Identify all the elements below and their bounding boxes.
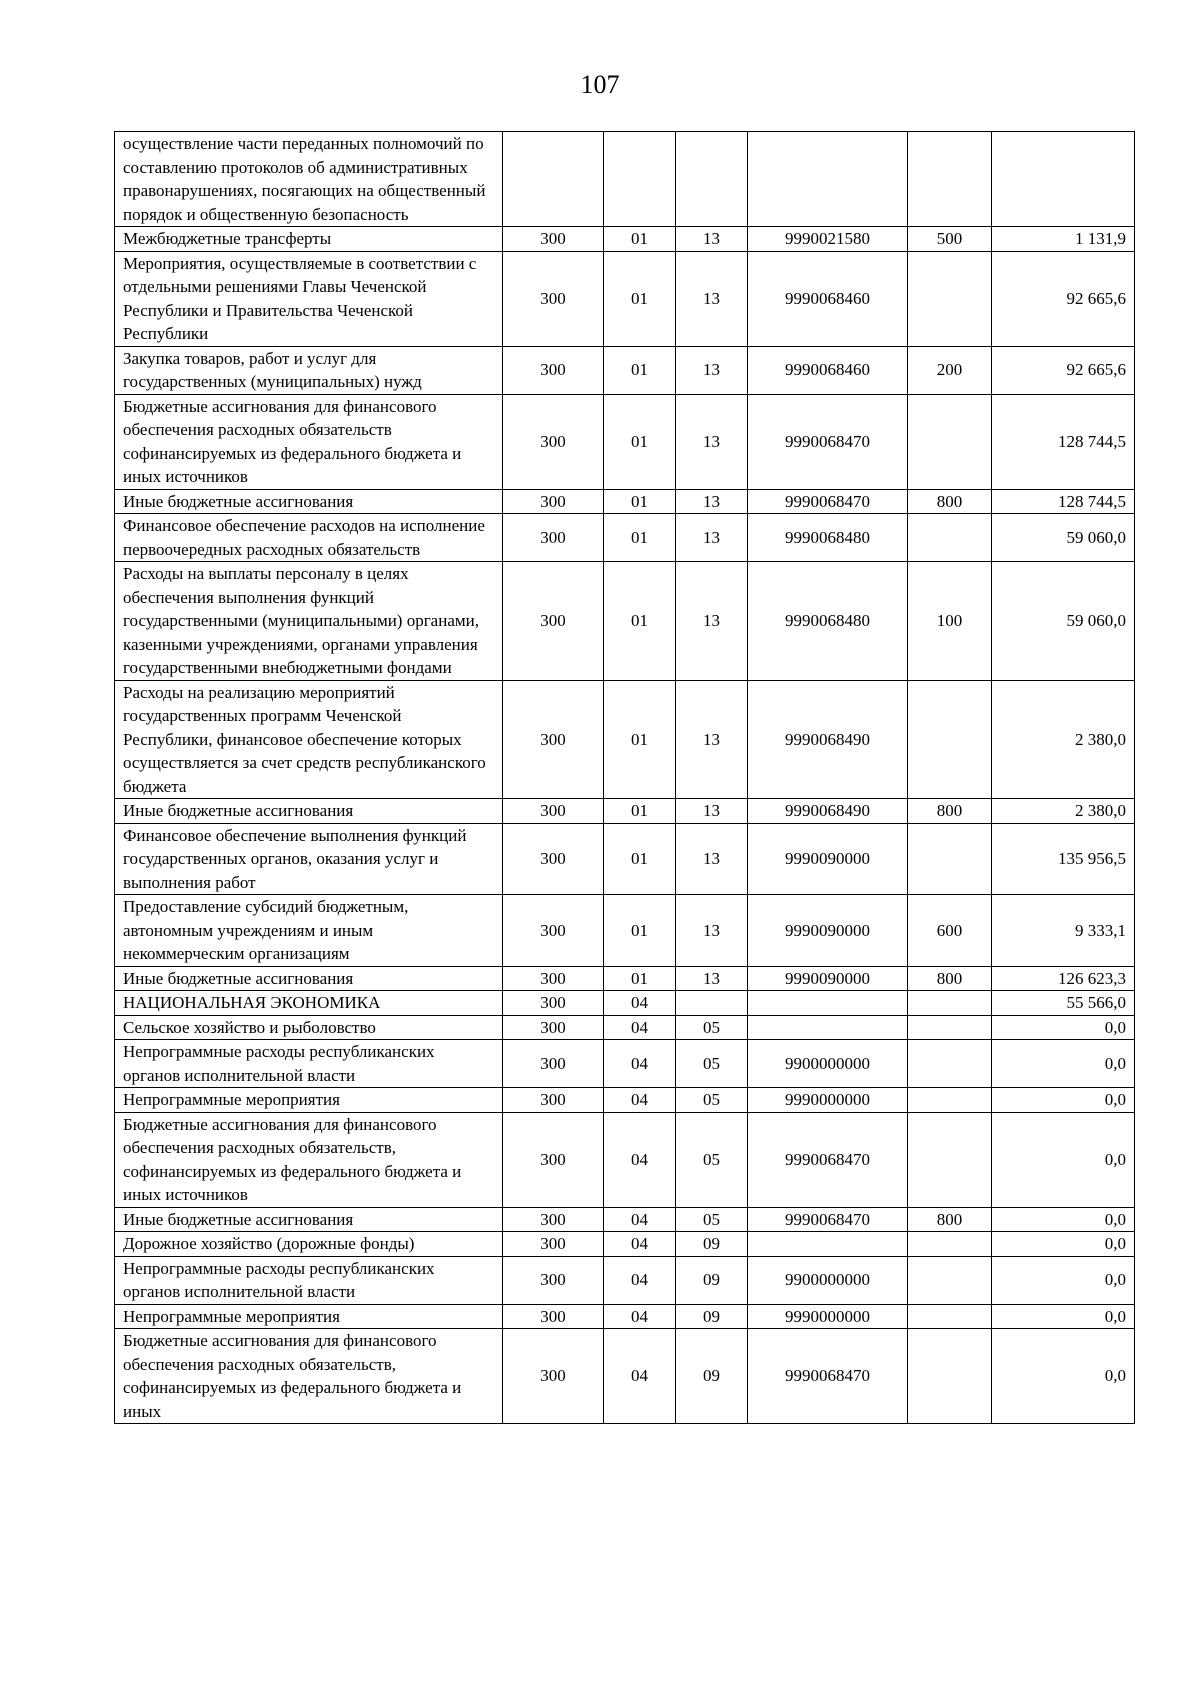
row-name: Дорожное хозяйство (дорожные фонды) <box>115 1232 503 1257</box>
row-expense-type-code: 800 <box>908 489 992 514</box>
row-admin-code: 300 <box>503 1256 604 1304</box>
row-target-article-code: 9990090000 <box>748 895 908 967</box>
row-admin-code: 300 <box>503 1015 604 1040</box>
row-admin-code: 300 <box>503 1088 604 1113</box>
row-name: осуществление части переданных полномочий по составлению протоколов об административных правонарушениях, посягающих на общественный порядок и общественную безопасность <box>115 132 503 227</box>
row-subsection-code <box>676 991 748 1016</box>
row-subsection-code: 13 <box>676 227 748 252</box>
row-section-code: 04 <box>604 1256 676 1304</box>
table-row <box>115 991 1135 1016</box>
row-section-code: 04 <box>604 1304 676 1329</box>
row-admin-code: 300 <box>503 1329 604 1424</box>
table-row <box>115 489 1135 514</box>
row-section-code: 04 <box>604 1112 676 1207</box>
row-expense-type-code: 100 <box>908 562 992 681</box>
row-name: Мероприятия, осуществляемые в соответствии с отдельными решениями Главы Чеченской Республики и Правительства Чеченской Республики <box>115 251 503 346</box>
row-amount: 9 333,1 <box>992 895 1135 967</box>
row-subsection-code: 05 <box>676 1088 748 1113</box>
row-target-article-code: 9990021580 <box>748 227 908 252</box>
row-amount: 0,0 <box>992 1112 1135 1207</box>
row-subsection-code: 13 <box>676 489 748 514</box>
row-name: Непрограммные расходы республиканских органов исполнительной власти <box>115 1040 503 1088</box>
row-amount: 0,0 <box>992 1207 1135 1232</box>
row-target-article-code: 9990000000 <box>748 1304 908 1329</box>
table-row <box>115 132 1135 227</box>
row-section-code: 01 <box>604 895 676 967</box>
row-subsection-code <box>676 132 748 227</box>
table-row <box>115 1329 1135 1424</box>
row-amount: 1 131,9 <box>992 227 1135 252</box>
row-section-code: 01 <box>604 966 676 991</box>
row-section-code: 01 <box>604 346 676 394</box>
row-expense-type-code <box>908 991 992 1016</box>
row-target-article-code <box>748 1232 908 1257</box>
row-subsection-code: 05 <box>676 1040 748 1088</box>
row-target-article-code: 9900000000 <box>748 1256 908 1304</box>
table-row <box>115 1232 1135 1257</box>
row-target-article-code: 9990068470 <box>748 489 908 514</box>
row-name: Бюджетные ассигнования для финансового обеспечения расходных обязательств софинансируемых из федерального бюджета и иных источников <box>115 394 503 489</box>
row-expense-type-code <box>908 1040 992 1088</box>
row-expense-type-code <box>908 514 992 562</box>
row-admin-code: 300 <box>503 680 604 799</box>
row-section-code: 01 <box>604 680 676 799</box>
row-name: Расходы на реализацию мероприятий государственных программ Чеченской Республики, финансовое обеспечение которых осуществляется за счет средств республиканского бюджета <box>115 680 503 799</box>
row-amount: 92 665,6 <box>992 251 1135 346</box>
row-name: Финансовое обеспечение выполнения функций государственных органов, оказания услуг и выполнения работ <box>115 823 503 895</box>
row-section-code: 04 <box>604 1040 676 1088</box>
row-subsection-code: 05 <box>676 1207 748 1232</box>
row-subsection-code: 09 <box>676 1232 748 1257</box>
row-section-code: 01 <box>604 227 676 252</box>
budget-table <box>114 131 1135 1424</box>
row-admin-code: 300 <box>503 394 604 489</box>
row-amount: 0,0 <box>992 1040 1135 1088</box>
row-expense-type-code <box>908 1015 992 1040</box>
row-target-article-code: 9990068470 <box>748 1207 908 1232</box>
row-section-code: 04 <box>604 991 676 1016</box>
row-target-article-code: 9990068480 <box>748 514 908 562</box>
row-amount: 0,0 <box>992 1015 1135 1040</box>
row-target-article-code: 9990068490 <box>748 680 908 799</box>
row-name: Иные бюджетные ассигнования <box>115 1207 503 1232</box>
row-amount: 59 060,0 <box>992 514 1135 562</box>
row-target-article-code: 9990090000 <box>748 966 908 991</box>
row-expense-type-code: 800 <box>908 799 992 824</box>
row-section-code: 04 <box>604 1088 676 1113</box>
row-section-code: 01 <box>604 489 676 514</box>
row-subsection-code: 13 <box>676 823 748 895</box>
page-number: 107 <box>580 70 620 99</box>
row-amount: 135 956,5 <box>992 823 1135 895</box>
row-name: Иные бюджетные ассигнования <box>115 966 503 991</box>
row-admin-code: 300 <box>503 251 604 346</box>
row-admin-code: 300 <box>503 895 604 967</box>
table-row <box>115 251 1135 346</box>
row-name: НАЦИОНАЛЬНАЯ ЭКОНОМИКА <box>115 991 503 1016</box>
row-expense-type-code <box>908 1112 992 1207</box>
row-subsection-code: 13 <box>676 680 748 799</box>
row-target-article-code: 9990090000 <box>748 823 908 895</box>
row-expense-type-code <box>908 394 992 489</box>
row-amount: 2 380,0 <box>992 799 1135 824</box>
row-admin-code: 300 <box>503 1040 604 1088</box>
row-subsection-code: 09 <box>676 1304 748 1329</box>
row-target-article-code: 9990068470 <box>748 1112 908 1207</box>
row-name: Непрограммные мероприятия <box>115 1088 503 1113</box>
row-target-article-code: 9990068490 <box>748 799 908 824</box>
table-row <box>115 1015 1135 1040</box>
row-target-article-code: 9990068460 <box>748 346 908 394</box>
row-amount: 92 665,6 <box>992 346 1135 394</box>
row-amount: 0,0 <box>992 1304 1135 1329</box>
table-row <box>115 1040 1135 1088</box>
row-amount: 128 744,5 <box>992 489 1135 514</box>
row-admin-code: 300 <box>503 823 604 895</box>
row-admin-code <box>503 132 604 227</box>
row-expense-type-code <box>908 1329 992 1424</box>
row-name: Непрограммные расходы республиканских органов исполнительной власти <box>115 1256 503 1304</box>
row-name: Бюджетные ассигнования для финансового обеспечения расходных обязательств, софинансируемых из федерального бюджета и иных источников <box>115 1112 503 1207</box>
row-expense-type-code: 800 <box>908 1207 992 1232</box>
row-admin-code: 300 <box>503 346 604 394</box>
row-expense-type-code: 500 <box>908 227 992 252</box>
table-row <box>115 895 1135 967</box>
row-target-article-code: 9990000000 <box>748 1088 908 1113</box>
row-name: Расходы на выплаты персоналу в целях обеспечения выполнения функций государственными (муниципальными) органами, казенными учреждениями, органами управления государственными внебюджетными фондами <box>115 562 503 681</box>
row-admin-code: 300 <box>503 489 604 514</box>
row-section-code: 01 <box>604 251 676 346</box>
row-amount: 126 623,3 <box>992 966 1135 991</box>
row-name: Сельское хозяйство и рыболовство <box>115 1015 503 1040</box>
row-amount: 59 060,0 <box>992 562 1135 681</box>
row-target-article-code <box>748 132 908 227</box>
row-section-code: 01 <box>604 823 676 895</box>
row-expense-type-code: 200 <box>908 346 992 394</box>
row-target-article-code: 9990068470 <box>748 1329 908 1424</box>
row-name: Непрограммные мероприятия <box>115 1304 503 1329</box>
table-row <box>115 514 1135 562</box>
row-subsection-code: 13 <box>676 514 748 562</box>
row-expense-type-code <box>908 823 992 895</box>
row-target-article-code: 9990068460 <box>748 251 908 346</box>
row-admin-code: 300 <box>503 227 604 252</box>
row-name: Бюджетные ассигнования для финансового обеспечения расходных обязательств, софинансируемых из федерального бюджета и иных <box>115 1329 503 1424</box>
row-target-article-code <box>748 1015 908 1040</box>
row-admin-code: 300 <box>503 799 604 824</box>
row-admin-code: 300 <box>503 1112 604 1207</box>
row-section-code: 01 <box>604 799 676 824</box>
row-expense-type-code <box>908 132 992 227</box>
table-row <box>115 823 1135 895</box>
budget-table-body <box>115 132 1135 1424</box>
row-expense-type-code <box>908 251 992 346</box>
row-target-article-code: 9990068480 <box>748 562 908 681</box>
row-admin-code: 300 <box>503 562 604 681</box>
row-target-article-code: 9990068470 <box>748 394 908 489</box>
row-admin-code: 300 <box>503 1207 604 1232</box>
row-amount: 0,0 <box>992 1329 1135 1424</box>
row-section-code: 04 <box>604 1329 676 1424</box>
table-row <box>115 1112 1135 1207</box>
row-admin-code: 300 <box>503 991 604 1016</box>
row-expense-type-code <box>908 680 992 799</box>
row-admin-code: 300 <box>503 966 604 991</box>
table-row <box>115 680 1135 799</box>
row-amount: 0,0 <box>992 1232 1135 1257</box>
row-target-article-code: 9900000000 <box>748 1040 908 1088</box>
row-subsection-code: 13 <box>676 394 748 489</box>
row-amount: 0,0 <box>992 1256 1135 1304</box>
table-row <box>115 1207 1135 1232</box>
row-section-code: 04 <box>604 1015 676 1040</box>
row-section-code: 01 <box>604 394 676 489</box>
row-name: Иные бюджетные ассигнования <box>115 489 503 514</box>
row-name: Финансовое обеспечение расходов на исполнение первоочередных расходных обязательств <box>115 514 503 562</box>
table-row <box>115 394 1135 489</box>
row-subsection-code: 09 <box>676 1329 748 1424</box>
row-name: Предоставление субсидий бюджетным, автономным учреждениям и иным некоммерческим организациям <box>115 895 503 967</box>
row-name: Закупка товаров, работ и услуг для государственных (муниципальных) нужд <box>115 346 503 394</box>
row-amount <box>992 132 1135 227</box>
row-section-code: 01 <box>604 514 676 562</box>
row-name: Иные бюджетные ассигнования <box>115 799 503 824</box>
row-amount: 2 380,0 <box>992 680 1135 799</box>
table-row <box>115 562 1135 681</box>
row-subsection-code: 13 <box>676 562 748 681</box>
row-subsection-code: 13 <box>676 251 748 346</box>
row-section-code <box>604 132 676 227</box>
row-expense-type-code <box>908 1088 992 1113</box>
row-admin-code: 300 <box>503 1232 604 1257</box>
row-subsection-code: 13 <box>676 346 748 394</box>
table-row <box>115 799 1135 824</box>
row-subsection-code: 13 <box>676 799 748 824</box>
row-subsection-code: 05 <box>676 1112 748 1207</box>
row-expense-type-code <box>908 1256 992 1304</box>
row-subsection-code: 13 <box>676 895 748 967</box>
table-row <box>115 1088 1135 1113</box>
row-subsection-code: 05 <box>676 1015 748 1040</box>
row-admin-code: 300 <box>503 514 604 562</box>
row-section-code: 01 <box>604 562 676 681</box>
row-section-code: 04 <box>604 1207 676 1232</box>
row-amount: 0,0 <box>992 1088 1135 1113</box>
row-expense-type-code: 600 <box>908 895 992 967</box>
row-expense-type-code <box>908 1232 992 1257</box>
table-row <box>115 346 1135 394</box>
row-subsection-code: 13 <box>676 966 748 991</box>
row-expense-type-code <box>908 1304 992 1329</box>
row-subsection-code: 09 <box>676 1256 748 1304</box>
table-row <box>115 1304 1135 1329</box>
row-section-code: 04 <box>604 1232 676 1257</box>
table-row <box>115 966 1135 991</box>
row-amount: 55 566,0 <box>992 991 1135 1016</box>
row-name: Межбюджетные трансферты <box>115 227 503 252</box>
row-target-article-code <box>748 991 908 1016</box>
table-row <box>115 1256 1135 1304</box>
table-row <box>115 227 1135 252</box>
row-amount: 128 744,5 <box>992 394 1135 489</box>
row-expense-type-code: 800 <box>908 966 992 991</box>
row-admin-code: 300 <box>503 1304 604 1329</box>
